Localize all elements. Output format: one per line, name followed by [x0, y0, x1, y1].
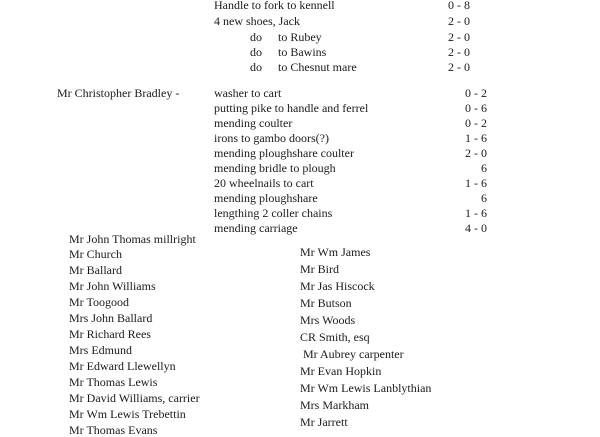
list-item: Mr Wm James	[300, 245, 371, 259]
list-item: Mr Ballard	[69, 263, 122, 277]
entry-amount: 4 - 0	[465, 221, 487, 235]
entry-item: mending bridle to plough	[214, 161, 336, 175]
entry-amount: 1 - 6	[465, 206, 487, 220]
entry-amount: 2 - 0	[448, 14, 470, 28]
entry-item: to Chesnut mare	[278, 60, 357, 74]
entry-amount: 0 - 2	[465, 116, 487, 130]
entry-item: 4 new shoes, Jack	[214, 14, 300, 28]
list-item: Mr Wm Lewis Trebettin	[69, 407, 186, 421]
list-item: Mr Thomas Evans	[69, 423, 158, 437]
list-item: Mr Toogood	[69, 295, 129, 309]
entry-amount: 2 - 0	[448, 30, 470, 44]
entry-amount: 0 - 2	[465, 86, 487, 100]
list-item: Mr Aubrey carpenter	[303, 347, 404, 361]
entry-amount: 6	[481, 161, 487, 175]
entry-item: mending coulter	[214, 116, 293, 130]
entry-amount: 1 - 6	[465, 131, 487, 145]
entry-item: mending ploughshare coulter	[214, 146, 354, 160]
list-item: Mr Edward Llewellyn	[69, 359, 176, 373]
list-item: Mr Church	[69, 247, 122, 261]
list-item: Mr David Williams, carrier	[69, 391, 200, 405]
list-item: Mrs John Ballard	[69, 311, 153, 325]
list-item: Mrs Markham	[300, 398, 369, 412]
list-item: Mr Wm Lewis Lanblythian	[300, 381, 432, 395]
list-item: Mr Bird	[300, 262, 339, 276]
entry-amount: 2 - 0	[465, 146, 487, 160]
list-item: Mr Evan Hopkin	[300, 364, 382, 378]
entry-item: to Rubey	[278, 30, 322, 44]
list-item: CR Smith, esq	[300, 330, 370, 344]
entry-item: washer to cart	[214, 86, 282, 100]
entry-item: mending ploughshare	[214, 191, 318, 205]
entry-amount: 0 - 6	[465, 101, 487, 115]
entry-item: Handle to fork to kennell	[214, 0, 335, 12]
entry-amount: 2 - 0	[448, 60, 470, 74]
list-item: Mr John Thomas millright	[69, 232, 196, 246]
account-holder-name: Mr Christopher Bradley -	[57, 86, 180, 100]
entry-item: putting pike to handle and ferrel	[214, 101, 369, 115]
list-item: Mrs Woods	[300, 313, 356, 327]
entry-amount: 6	[481, 191, 487, 205]
entry-item: 20 wheelnails to cart	[214, 176, 314, 190]
list-item: Mr Thomas Lewis	[69, 375, 158, 389]
list-item: Mr John Williams	[69, 279, 156, 293]
list-item: Mr Jas Hiscock	[300, 279, 375, 293]
entry-amount: 0 - 8	[448, 0, 470, 12]
entry-item: irons to gambo doors(?)	[214, 131, 329, 145]
list-item: Mr Butson	[300, 296, 352, 310]
ditto-mark: do	[250, 30, 262, 44]
entry-item: to Bawins	[278, 45, 327, 59]
list-item: Mr Jarrett	[300, 415, 348, 429]
ditto-mark: do	[250, 60, 262, 74]
list-item: Mr Richard Rees	[69, 327, 151, 341]
entry-amount: 1 - 6	[465, 176, 487, 190]
entry-item: lengthing 2 coller chains	[214, 206, 333, 220]
list-item: Mrs Edmund	[69, 343, 132, 357]
entry-amount: 2 - 0	[448, 45, 470, 59]
entry-item: mending carriage	[214, 221, 298, 235]
ditto-mark: do	[250, 45, 262, 59]
